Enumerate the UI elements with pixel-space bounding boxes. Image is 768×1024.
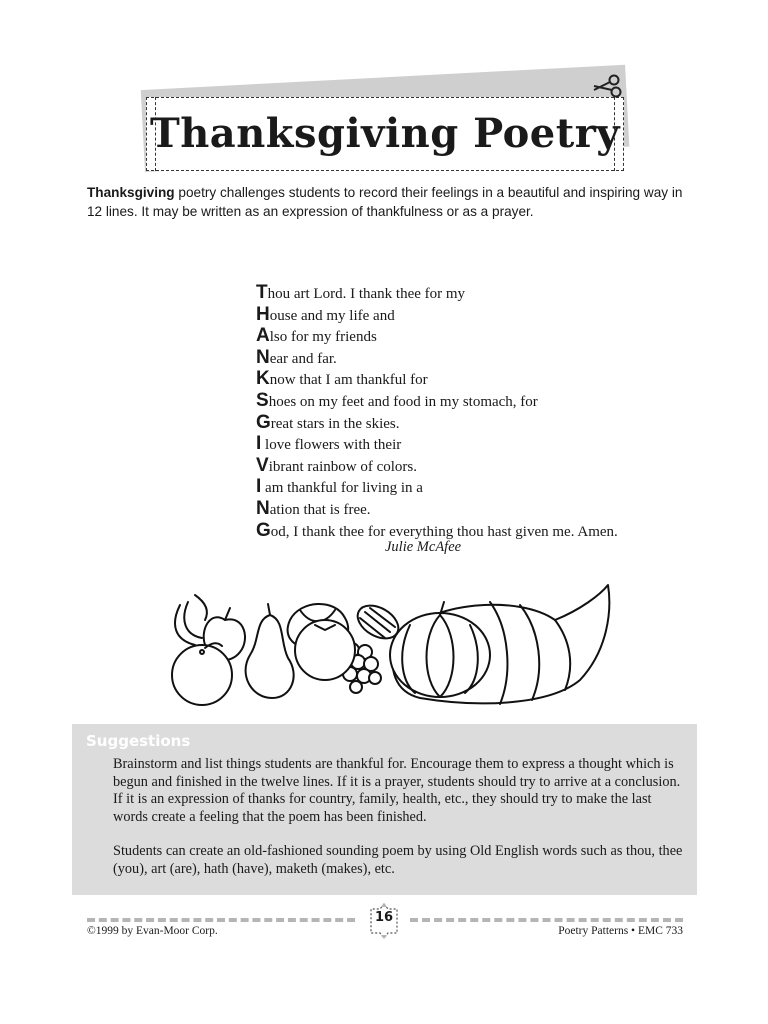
poem-text: reat stars in the skies. bbox=[270, 415, 400, 432]
footer-divider-left bbox=[87, 918, 355, 922]
scissors-icon bbox=[592, 72, 624, 100]
footer-divider-right bbox=[410, 918, 683, 922]
poem-text: am thankful for living in a bbox=[261, 480, 423, 497]
poem-initial: H bbox=[256, 303, 270, 325]
poem-line bbox=[256, 433, 618, 455]
poem-line bbox=[256, 455, 618, 477]
poem-text: ear and far. bbox=[269, 350, 337, 367]
cornucopia-icon bbox=[160, 580, 620, 710]
poem-text: hoes on my feet and food in my stomach, for bbox=[268, 393, 538, 410]
suggestions-body bbox=[113, 756, 683, 878]
poem bbox=[256, 282, 618, 541]
poem-initial: I bbox=[256, 476, 262, 498]
page-number: 16 bbox=[374, 910, 394, 925]
poem-text: od, I thank thee for everything thou hast given me. Amen. bbox=[270, 523, 618, 540]
poem-line bbox=[256, 347, 618, 369]
poem-text: hou art Lord. I thank thee for my bbox=[267, 286, 466, 302]
page-title: Thanksgiving Poetry bbox=[149, 110, 621, 157]
poem-line bbox=[256, 325, 618, 347]
poem-initial: G bbox=[256, 519, 271, 541]
poem-line bbox=[256, 390, 618, 412]
poem-text: lso for my friends bbox=[269, 329, 377, 346]
copyright: ©1999 by Evan-Moor Corp. bbox=[87, 925, 218, 937]
suggestions-box bbox=[72, 724, 697, 895]
series-label: Poetry Patterns • EMC 733 bbox=[558, 925, 683, 937]
poem-line bbox=[256, 476, 618, 498]
poem-text: ouse and my life and bbox=[269, 307, 395, 324]
poem-text: now that I am thankful for bbox=[269, 372, 428, 389]
poem-text: ation that is free. bbox=[269, 501, 371, 518]
poem-text: love flowers with their bbox=[261, 437, 402, 454]
poem-line bbox=[256, 498, 618, 520]
intro-text: poetry challenges students to record their feelings in a beautiful and inspiring way in 12 lines. It may be written as an expression of thankfulness or as a prayer. bbox=[87, 185, 683, 219]
poem-initial: I bbox=[256, 433, 262, 455]
poem-initial: N bbox=[256, 497, 270, 519]
poem-initial: A bbox=[256, 325, 270, 347]
intro-lead-word: Thanksgiving bbox=[87, 185, 175, 200]
poem-initial: V bbox=[256, 454, 269, 476]
poem-initial: N bbox=[256, 346, 270, 368]
poem-initial: T bbox=[256, 282, 268, 303]
suggestions-paragraph: Students can create an old-fashioned sounding poem by using Old English words such as thou, thee (you), art (are), hath (have), maketh (makes), etc. bbox=[113, 843, 683, 877]
poem-line bbox=[256, 282, 618, 304]
poem-initial: G bbox=[256, 411, 271, 433]
poem-line bbox=[256, 304, 618, 326]
poem-initial: K bbox=[256, 368, 270, 390]
poem-line bbox=[256, 412, 618, 434]
poem-line bbox=[256, 368, 618, 390]
poem-text: ibrant rainbow of colors. bbox=[268, 458, 417, 475]
poem-author: Julie McAfee bbox=[385, 539, 462, 555]
suggestions-paragraph: Brainstorm and list things students are thankful for. Encourage them to express a thought which is begun and finished in the twelve lines. If it is a prayer, students should try to arrive at a conclusion. If it is an expression of thanks for country, family, health, etc., they should try to make the last words create a feeling that the poem has been finished. bbox=[113, 756, 681, 825]
title-banner bbox=[146, 97, 624, 171]
poem-line bbox=[256, 520, 618, 542]
intro-paragraph bbox=[87, 183, 697, 221]
poem-initial: S bbox=[256, 389, 269, 411]
suggestions-title: Suggestions bbox=[86, 732, 191, 750]
